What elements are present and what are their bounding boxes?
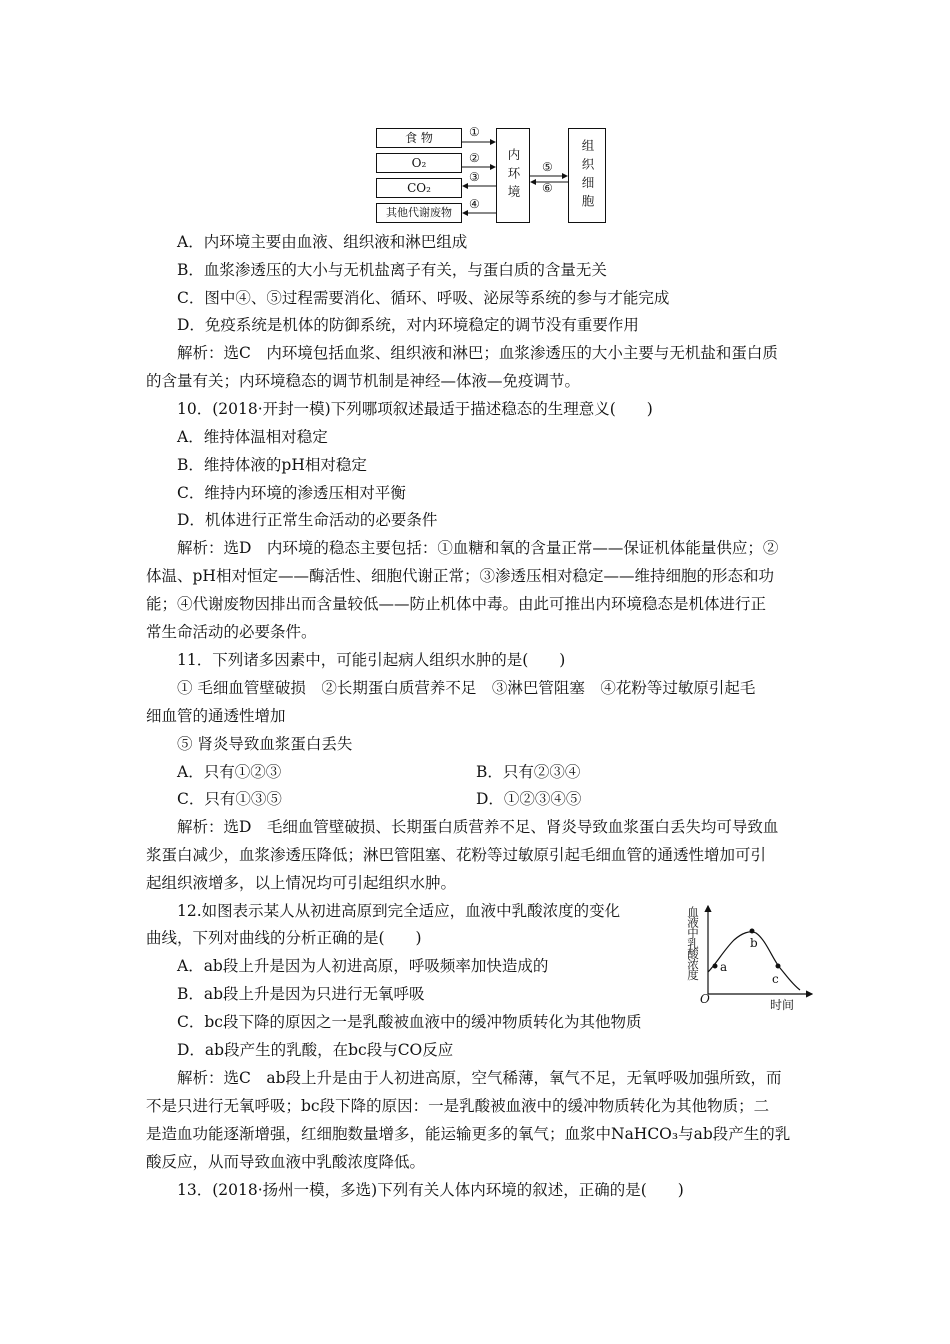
internal-environment-box: 内环境 [496,128,530,223]
co2-box: CO₂ [376,178,462,198]
q9-analysis-line: 的含量有关；内环境稳态的调节机制是神经—体液—免疫调节。 [146,372,581,390]
q10-option-c: C．维持内环境的渗透压相对平衡 [177,484,406,502]
q9-analysis-line: 解析：选C 内环境包括血浆、组织液和淋巴；血浆渗透压的大小主要与无机盐和蛋白质 [177,344,778,362]
q12-stem-line: 12.如图表示某人从初进高原到完全适应，血液中乳酸浓度的变化 [177,902,621,920]
q9-option-b: B．血浆渗透压的大小与无机盐离子有关，与蛋白质的含量无关 [177,261,607,279]
q10-analysis-line: 解析：选D 内环境的稳态主要包括：①血糖和氧的含量正常——保证机体能量供应；② [177,539,779,557]
q11-analysis-line: 浆蛋白减少，血浆渗透压降低；淋巴管阻塞、花粉等过敏原引起毛细血管的通透性增加可引 [146,846,767,864]
graph-x-label: 时间 [770,998,795,1012]
arrow-label-4: ④ [469,197,480,211]
q10-analysis-line: 常生命活动的必要条件。 [146,623,317,641]
graph-y-label: 血液中乳酸浓度 [686,906,700,980]
q11-item-line: ⑤ 肾炎导致血浆蛋白丢失 [177,735,353,753]
arrow-label-3: ③ [469,170,480,184]
q10-stem: 10．(2018·开封一模)下列哪项叙述最适于描述稳态的生理意义( ) [177,400,653,418]
q13-stem: 13．(2018·扬州一模，多选)下列有关人体内环境的叙述，正确的是( ) [177,1181,684,1199]
q9-option-d: D．免疫系统是机体的防御系统，对内环境稳定的调节没有重要作用 [177,316,639,334]
graph-label-a: a [720,960,728,974]
q9-option-a: A．内环境主要由血液、组织液和淋巴组成 [177,233,468,251]
oxygen-box: O₂ [376,153,462,173]
waste-box: 其他代谢废物 [376,203,462,223]
q12-option-d: D．ab段产生的乳酸，在bc段与CO反应 [177,1041,454,1059]
q11-item-line: 细血管的通透性增加 [146,707,286,725]
point-a [713,964,718,969]
graph-origin: O [700,992,710,1006]
q12-analysis-line: 酸反应，从而导致血液中乳酸浓度降低。 [146,1153,426,1171]
q12-option-c: C．bc段下降的原因之一是乳酸被血液中的缓冲物质转化为其他物质 [177,1013,642,1031]
arrow-label-1: ① [469,125,480,139]
q10-analysis-line: 能；④代谢废物因排出而含量较低——防止机体中毒。由此可推出内环境稳态是机体进行正 [146,595,767,613]
q10-option-d: D．机体进行正常生命活动的必要条件 [177,511,438,529]
internal-environment-diagram [372,124,612,224]
point-b [750,929,755,934]
q12-stem-line: 曲线，下列对曲线的分析正确的是( ) [146,929,422,947]
q11-option-c: C．只有①③⑤ [177,790,282,808]
food-box: 食 物 [376,128,462,148]
arrow-label-6: ⑥ [542,181,553,195]
q11-option-d: D．①②③④⑤ [476,790,582,808]
q11-item-line: ① 毛细血管壁破损 ②长期蛋白质营养不足 ③淋巴管阻塞 ④花粉等过敏原引起毛 [177,679,756,697]
q11-stem: 11．下列诸多因素中，可能引起病人组织水肿的是( ) [177,651,566,669]
q11-option-a: A．只有①②③ [177,763,282,781]
q11-option-b: B．只有②③④ [476,763,581,781]
q10-analysis-line: 体温、pH相对恒定——酶活性、细胞代谢正常；③渗透压相对稳定——维持细胞的形态和功 [146,567,774,585]
arrow-label-2: ② [469,151,480,165]
q11-analysis-line: 解析：选D 毛细血管壁破损、长期蛋白质营养不足、肾炎导致血浆蛋白丢失均可导致血 [177,818,779,836]
tissue-cell-box: 组织细胞 [568,128,606,223]
graph-label-b: b [750,936,758,950]
q10-option-a: A．维持体温相对稳定 [177,428,328,446]
arrow-label-5: ⑤ [542,160,553,174]
diagram-arrows [372,124,612,224]
point-c [776,964,781,969]
q12-analysis-line: 解析：选C ab段上升是由于人初进高原，空气稀薄，氧气不足，无氧呼吸加强所致，而 [177,1069,782,1087]
q12-option-b: B．ab段上升是因为只进行无氧呼吸 [177,985,425,1003]
q12-analysis-line: 不是只进行无氧呼吸；bc段下降的原因：一是乳酸被血液中的缓冲物质转化为其他物质；二 [146,1097,770,1115]
q12-option-a: A．ab段上升是因为人初进高原，呼吸频率加快造成的 [177,957,549,975]
q9-option-c: C．图中④、⑤过程需要消化、循环、呼吸、泌尿等系统的参与才能完成 [177,289,670,307]
lactic-acid-graph [686,900,816,1010]
q12-analysis-line: 是造血功能逐渐增强，红细胞数量增多，能运输更多的氧气；血浆中NaHCO₃与ab段产生的乳 [146,1125,791,1143]
graph-label-c: c [772,972,779,986]
q11-analysis-line: 起组织液增多，以上情况均可引起组织水肿。 [146,874,457,892]
q10-option-b: B．维持体液的pH相对稳定 [177,456,367,474]
